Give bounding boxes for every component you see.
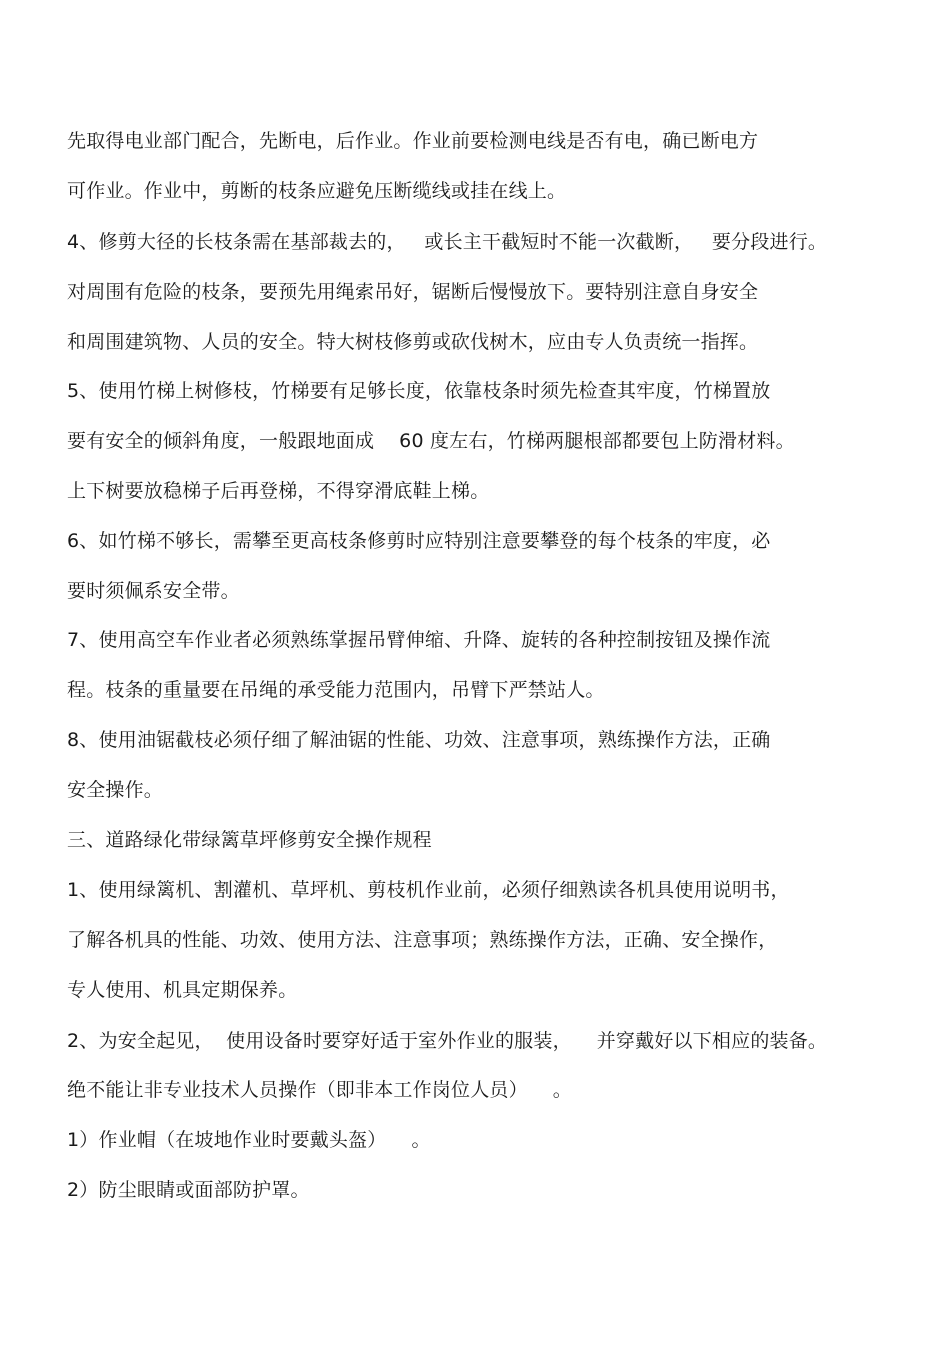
list-item: 1）作业帽（在坡地作业时要戴头盔） 。	[67, 1129, 431, 1151]
text-line: 可作业。作业中，剪断的枝条应避免压断缆线或挂在线上。	[67, 180, 567, 202]
text-line: 对周围有危险的枝条，要预先用绳索吊好，锯断后慢慢放下。要特别注意自身安全	[67, 281, 759, 303]
text-line: 6、如竹梯不够长，需攀至更高枝条修剪时应特别注意要攀登的每个枝条的牢度，必	[67, 530, 771, 552]
text-line: 上下树要放稳梯子后再登梯，不得穿滑底鞋上梯。	[67, 480, 490, 502]
text-line: 要有安全的倾斜角度，一般跟地面成 60 度左右，竹梯两腿根部都要包上防滑材料。	[67, 430, 795, 452]
text-line: 绝不能让非专业技术人员操作（即非本工作岗位人员） 。	[67, 1079, 572, 1101]
text-line: 程。枝条的重量要在吊绳的承受能力范围内，吊臂下严禁站人。	[67, 679, 605, 701]
text-line: 先取得电业部门配合，先断电，后作业。作业前要检测电线是否有电，确已断电方	[67, 130, 759, 152]
text-line: 安全操作。	[67, 779, 164, 801]
section-heading: 三、道路绿化带绿篱草坪修剪安全操作规程	[67, 829, 432, 851]
text-line: 和周围建筑物、人员的安全。特大树枝修剪或砍伐树木，应由专人负责统一指挥。	[67, 331, 759, 353]
text-line: 1、使用绿篱机、割灌机、草坪机、剪枝机作业前，必须仔细熟读各机具使用说明书，	[67, 879, 790, 901]
text-line: 4、修剪大径的长枝条需在基部裁去的， 或长主干截短时不能一次截断， 要分段进行。	[67, 231, 828, 253]
list-item: 2）防尘眼睛或面部防护罩。	[67, 1179, 310, 1201]
text-line: 了解各机具的性能、功效、使用方法、注意事项；熟练操作方法，正确、安全操作，	[67, 929, 778, 951]
text-line: 8、使用油锯截枝必须仔细了解油锯的性能、功效、注意事项，熟练操作方法，正确	[67, 729, 771, 751]
text-line: 5、使用竹梯上树修枝，竹梯要有足够长度，依靠枝条时须先检查其牢度，竹梯置放	[67, 380, 771, 402]
text-line: 7、使用高空车作业者必须熟练掌握吊臂伸缩、升降、旋转的各种控制按钮及操作流	[67, 629, 771, 651]
text-line: 要时须佩系安全带。	[67, 580, 240, 602]
text-line: 2、为安全起见， 使用设备时要穿好适于室外作业的服装， 并穿戴好以下相应的装备。	[67, 1030, 828, 1052]
text-line: 专人使用、机具定期保养。	[67, 979, 298, 1001]
